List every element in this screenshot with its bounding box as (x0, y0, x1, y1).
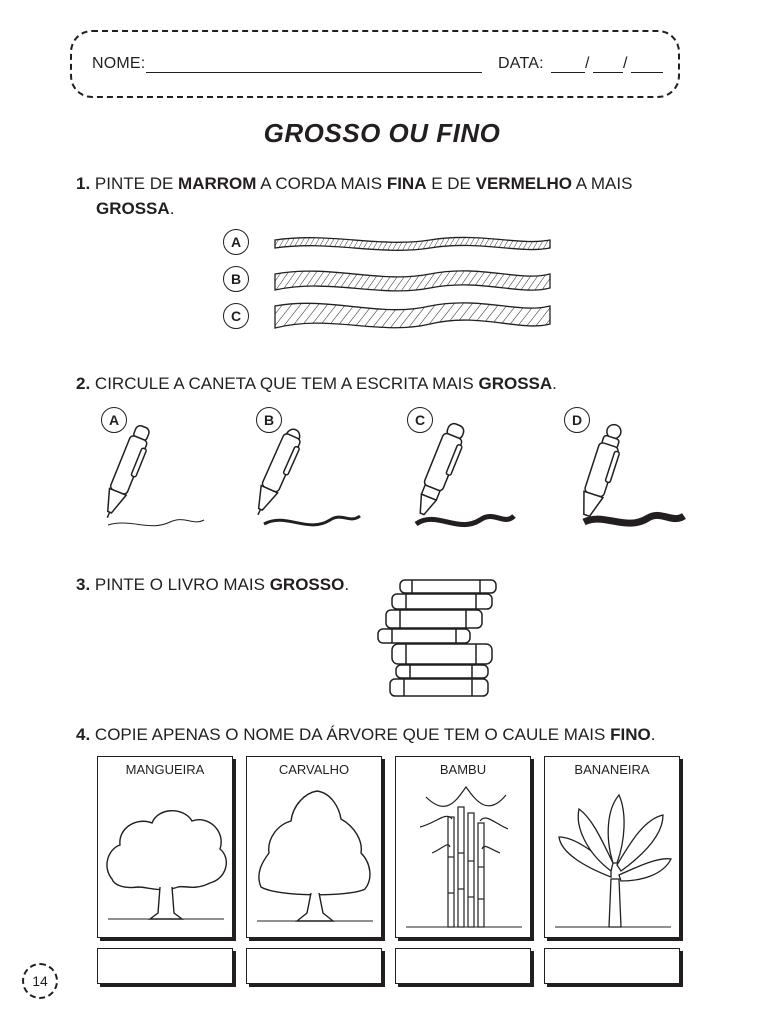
q1-text: . (169, 199, 175, 218)
q2-bold-grossa: GROSSA (478, 374, 553, 393)
ropes-illustration (270, 228, 560, 338)
question-number: 1. (76, 174, 91, 193)
tree-card-carvalho (246, 756, 382, 938)
option-b-badge: B (256, 407, 282, 433)
question-number: 3. (76, 575, 91, 594)
q1-bold-fina: FINA (386, 174, 427, 193)
q1-bold-vermelho: VERMELHO (475, 174, 572, 193)
q4-text: . (650, 725, 656, 744)
book-5[interactable] (392, 644, 492, 664)
book-3[interactable] (386, 610, 482, 628)
option-c-badge: C (407, 407, 433, 433)
date-month-field[interactable] (593, 72, 623, 73)
book-6[interactable] (396, 665, 488, 678)
q4-text: COPIE APENAS O NOME DA ÁRVORE QUE TEM O CAULE MAIS (94, 725, 611, 744)
q2-text: . (552, 374, 557, 393)
question-number: 4. (76, 725, 91, 744)
question-3 (76, 572, 416, 597)
question-2 (76, 371, 696, 396)
q1-text: A MAIS (571, 174, 633, 193)
option-d-badge: D (564, 407, 590, 433)
rope-c[interactable] (275, 303, 550, 328)
tree-label: MANGUEIRA (125, 762, 205, 777)
date-label: DATA: (498, 55, 544, 72)
q3-bold-grosso: GROSSO (269, 575, 345, 594)
option-c-badge: C (223, 303, 249, 329)
tree-card-bananeira (544, 756, 680, 938)
question-1 (76, 171, 696, 221)
oak-tree-illustration (247, 757, 383, 939)
page-title: GROSSO OU FINO (263, 118, 501, 148)
q2-text: CIRCULE A CANETA QUE TEM A ESCRITA MAIS (94, 374, 479, 393)
q3-text: . (344, 575, 350, 594)
answer-box-carvalho[interactable] (246, 948, 382, 984)
name-field[interactable] (146, 72, 482, 73)
pen-b[interactable] (256, 412, 366, 537)
book-7[interactable] (390, 679, 488, 696)
name-label: NOME: (92, 55, 146, 72)
tree-label: CARVALHO (278, 762, 350, 777)
pen-a[interactable] (100, 412, 210, 537)
bamboo-illustration (396, 757, 532, 939)
q4-bold-fino: FINO (610, 725, 651, 744)
option-a-badge: A (223, 229, 249, 255)
answer-box-bananeira[interactable] (544, 948, 680, 984)
q3-text: PINTE O LIVRO MAIS (94, 575, 270, 594)
book-2[interactable] (392, 594, 492, 609)
rope-b[interactable] (275, 271, 550, 291)
question-4 (76, 722, 716, 747)
banana-tree-illustration (545, 757, 681, 939)
pen-c[interactable] (408, 412, 518, 537)
option-b-badge: B (223, 266, 249, 292)
option-a-badge: A (101, 407, 127, 433)
date-separator: / (623, 55, 628, 72)
date-year-field[interactable] (631, 72, 663, 73)
q1-text: PINTE DE (94, 174, 179, 193)
book-4[interactable] (378, 629, 470, 643)
books-stack-illustration (372, 576, 502, 702)
date-separator: / (585, 55, 590, 72)
q1-text: A CORDA MAIS (256, 174, 387, 193)
book-1[interactable] (400, 580, 496, 593)
tree-label: BANANEIRA (574, 762, 650, 777)
pen-d[interactable] (574, 412, 694, 537)
tree-card-bambu (395, 756, 531, 938)
mango-tree-illustration (98, 757, 234, 939)
q1-bold-grossa: GROSSA (96, 199, 170, 218)
date-day-field[interactable] (551, 72, 585, 73)
tree-card-mangueira (97, 756, 233, 938)
tree-label: BAMBU (439, 762, 487, 777)
page-number: 14 (22, 963, 58, 999)
answer-box-mangueira[interactable] (97, 948, 233, 984)
q1-text: E DE (426, 174, 476, 193)
rope-a[interactable] (275, 237, 550, 250)
question-number: 2. (76, 374, 91, 393)
answer-box-bambu[interactable] (395, 948, 531, 984)
q1-bold-marrom: MARROM (178, 174, 257, 193)
